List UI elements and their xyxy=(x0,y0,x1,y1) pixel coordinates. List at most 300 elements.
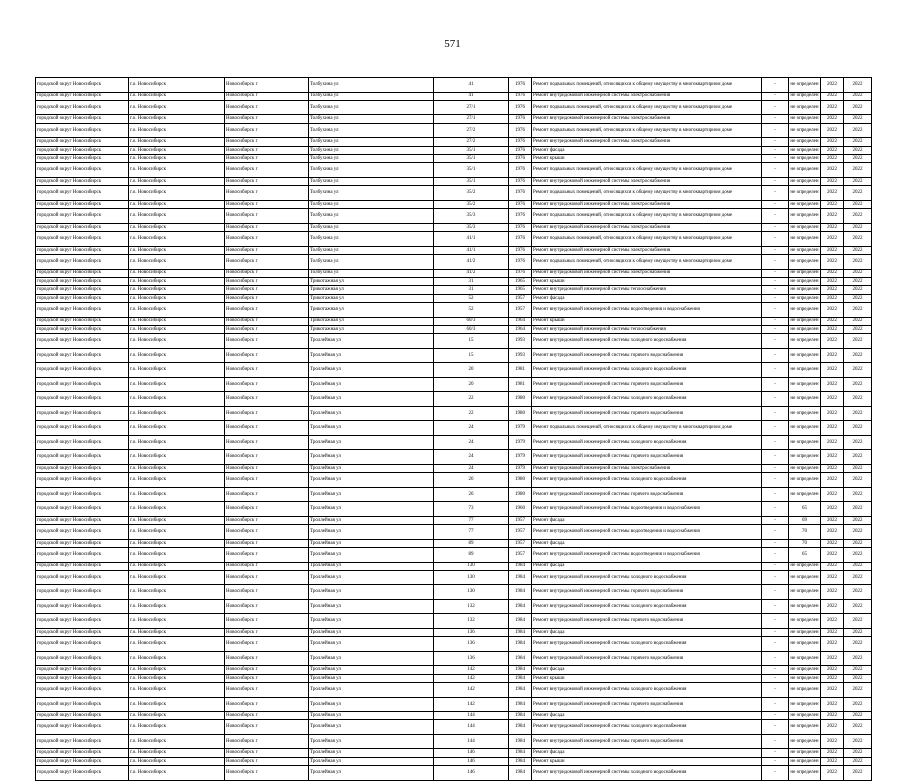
cell-house-number: 130 xyxy=(434,570,509,585)
cell-house-number: 142 xyxy=(434,697,509,712)
cell-street: Трикотажная ул xyxy=(309,277,434,285)
cell-year-start: 2022 xyxy=(821,138,844,146)
cell-year-built: 1984 xyxy=(509,570,532,585)
cell-cost: не определен xyxy=(789,570,821,585)
cell-year-end: 2022 xyxy=(844,651,872,666)
cell-locality: Новосибирск г xyxy=(225,232,309,247)
cell-year-start: 2022 xyxy=(821,666,844,674)
cell-house-number: 142 xyxy=(434,666,509,674)
cell-locality: Новосибирск г xyxy=(225,138,309,146)
cell-district: городской округ Новосибирск xyxy=(36,637,129,652)
cell-year-end: 2022 xyxy=(844,286,872,294)
cell-municipality: г.о. Новосибирск xyxy=(129,392,225,407)
table-row xyxy=(36,637,872,652)
cell-municipality: г.о. Новосибирск xyxy=(129,757,225,765)
cell-house-number: 35/2 xyxy=(434,186,509,201)
cell-district: городской округ Новосибирск xyxy=(36,421,129,436)
cell-district: городской округ Новосибирск xyxy=(36,585,129,600)
cell-year-end: 2022 xyxy=(844,548,872,563)
cell-work-type: Ремонт подвальных помещений, относящихся к общему имуществу в многоквартирном доме xyxy=(532,123,762,138)
cell-municipality: г.о. Новосибирск xyxy=(129,637,225,652)
cell-street: Толбухина ул xyxy=(309,92,434,100)
cell-street: Толбухина ул xyxy=(309,78,434,93)
cell-district: городской округ Новосибирск xyxy=(36,570,129,585)
cell-district: городской округ Новосибирск xyxy=(36,614,129,629)
cell-dash: - xyxy=(762,223,789,231)
cell-year-end: 2022 xyxy=(844,209,872,224)
cell-house-number: 60/3 xyxy=(434,317,509,325)
cell-year-end: 2022 xyxy=(844,146,872,154)
cell-municipality: г.о. Новосибирск xyxy=(129,435,225,450)
cell-locality: Новосибирск г xyxy=(225,277,309,285)
cell-locality: Новосибирск г xyxy=(225,749,309,757)
table-row xyxy=(36,177,872,185)
cell-municipality: г.о. Новосибирск xyxy=(129,720,225,735)
table-row xyxy=(36,570,872,585)
cell-house-number: 24 xyxy=(434,450,509,465)
cell-cost: не определен xyxy=(789,421,821,436)
cell-district: городской округ Новосибирск xyxy=(36,348,129,363)
cell-district: городской округ Новосибирск xyxy=(36,303,129,318)
table-row xyxy=(36,585,872,600)
cell-house-number: 146 xyxy=(434,766,509,781)
cell-dash: - xyxy=(762,232,789,247)
cell-municipality: г.о. Новосибирск xyxy=(129,303,225,318)
cell-locality: Новосибирск г xyxy=(225,209,309,224)
cell-dash: - xyxy=(762,734,789,749)
cell-street: Троллейная ул xyxy=(309,674,434,682)
cell-year-start: 2022 xyxy=(821,502,844,517)
cell-district: городской округ Новосибирск xyxy=(36,628,129,636)
table-row xyxy=(36,363,872,378)
cell-street: Толбухина ул xyxy=(309,138,434,146)
cell-dash: - xyxy=(762,683,789,698)
cell-work-type: Ремонт внутридомовой инженерной системы холодного водоснабжения xyxy=(532,720,762,735)
cell-locality: Новосибирск г xyxy=(225,334,309,349)
cell-work-type: Ремонт крыши xyxy=(532,317,762,325)
cell-work-type: Ремонт подвальных помещений, относящихся к общему имуществу в многоквартирном доме xyxy=(532,421,762,436)
table-row xyxy=(36,232,872,247)
cell-street: Троллейная ул xyxy=(309,450,434,465)
cell-dash: - xyxy=(762,78,789,93)
cell-municipality: г.о. Новосибирск xyxy=(129,450,225,465)
cell-year-start: 2022 xyxy=(821,232,844,247)
cell-house-number: 15 xyxy=(434,348,509,363)
cell-year-built: 1957 xyxy=(509,525,532,540)
table-row xyxy=(36,406,872,421)
cell-year-end: 2022 xyxy=(844,246,872,254)
cell-year-end: 2022 xyxy=(844,325,872,333)
cell-district: городской округ Новосибирск xyxy=(36,392,129,407)
cell-cost: не определен xyxy=(790,139,819,145)
cell-work-type: Ремонт внутридомовой инженерной системы теплоснабжения xyxy=(532,325,762,333)
repair-registry-table xyxy=(35,77,872,781)
cell-year-built: 1976 xyxy=(509,232,532,247)
cell-locality: Новосибирск г xyxy=(225,363,309,378)
cell-year-start: 2022 xyxy=(821,200,844,208)
cell-district: городской округ Новосибирск xyxy=(36,246,129,254)
cell-municipality: г.о. Новосибирск xyxy=(129,516,225,524)
table-row xyxy=(36,473,872,488)
cell-municipality: г.о. Новосибирск xyxy=(129,334,225,349)
cell-year-start: 2022 xyxy=(821,562,844,570)
cell-district: городской округ Новосибирск xyxy=(36,138,129,146)
cell-street: Толбухина ул xyxy=(309,200,434,208)
cell-year-built: 1976 xyxy=(509,223,532,231)
cell-cost: не определен xyxy=(789,720,821,735)
cell-dash: - xyxy=(762,163,789,178)
table-row xyxy=(36,200,872,208)
table-row xyxy=(36,757,872,765)
cell-street: Толбухина ул xyxy=(309,123,434,138)
cell-municipality: г.о. Новосибирск xyxy=(129,766,225,781)
cell-year-start: 2022 xyxy=(821,651,844,666)
cell-district: городской округ Новосибирск xyxy=(36,123,129,138)
cell-work-type: Ремонт внутридомовой инженерной системы водоотведения и водоснабжения xyxy=(532,502,762,517)
cell-year-end: 2022 xyxy=(844,697,872,712)
table-row xyxy=(36,450,872,465)
cell-locality: Новосибирск г xyxy=(225,525,309,540)
cell-house-number: 52 xyxy=(434,294,509,302)
cell-year-start: 2022 xyxy=(821,464,844,472)
cell-dash: - xyxy=(762,674,789,682)
table-row xyxy=(36,487,872,502)
cell-year-start: 2022 xyxy=(821,525,844,540)
cell-year-start: 2022 xyxy=(821,749,844,757)
cell-dash: - xyxy=(762,123,789,138)
cell-house-number: 60/3 xyxy=(434,325,509,333)
cell-cost: не определен xyxy=(790,758,819,764)
table-row xyxy=(36,286,872,294)
cell-municipality: г.о. Новосибирск xyxy=(129,377,225,392)
cell-cost: не определен xyxy=(790,201,819,207)
cell-district: городской округ Новосибирск xyxy=(36,294,129,302)
cell-work-type: Ремонт фасада xyxy=(532,628,762,636)
table-row xyxy=(36,502,872,517)
cell-dash: - xyxy=(762,562,789,570)
cell-district: городской округ Новосибирск xyxy=(36,155,129,163)
cell-year-start: 2022 xyxy=(821,123,844,138)
cell-year-start: 2022 xyxy=(821,209,844,224)
cell-year-end: 2022 xyxy=(844,138,872,146)
cell-cost: не определен xyxy=(789,377,821,392)
cell-work-type: Ремонт внутридомовой инженерной системы горячего водоснабжения xyxy=(532,377,762,392)
cell-municipality: г.о. Новосибирск xyxy=(129,697,225,712)
cell-dash: - xyxy=(762,155,789,163)
cell-year-start: 2022 xyxy=(821,548,844,563)
cell-year-start: 2022 xyxy=(821,78,844,93)
cell-street: Троллейная ул xyxy=(309,525,434,540)
cell-house-number: 15 xyxy=(434,334,509,349)
cell-work-type: Ремонт внутридомовой инженерной системы теплоснабжения xyxy=(532,286,762,294)
cell-district: городской округ Новосибирск xyxy=(36,666,129,674)
cell-dash: - xyxy=(762,749,789,757)
table-row xyxy=(36,766,872,781)
cell-year-end: 2022 xyxy=(844,585,872,600)
cell-district: городской округ Новосибирск xyxy=(36,317,129,325)
cell-dash: - xyxy=(762,348,789,363)
cell-district: городской округ Новосибирск xyxy=(36,712,129,720)
cell-municipality: г.о. Новосибирск xyxy=(129,163,225,178)
cell-dash: - xyxy=(762,406,789,421)
cell-street: Троллейная ул xyxy=(309,757,434,765)
cell-locality: Новосибирск г xyxy=(225,712,309,720)
cell-district: городской округ Новосибирск xyxy=(36,334,129,349)
cell-street: Троллейная ул xyxy=(309,697,434,712)
cell-cost: не определен xyxy=(789,232,821,247)
cell-year-end: 2022 xyxy=(844,348,872,363)
cell-dash: - xyxy=(762,525,789,540)
cell-work-type: Ремонт внутридомовой инженерной системы электроснабжения xyxy=(532,177,762,185)
cell-year-built: 1976 xyxy=(509,177,532,185)
cell-year-end: 2022 xyxy=(844,637,872,652)
cell-work-type: Ремонт внутридомовой инженерной системы электроснабжения xyxy=(532,223,762,231)
cell-year-built: 1964 xyxy=(509,325,532,333)
cell-cost: не определен xyxy=(790,147,819,153)
cell-cost: 65 xyxy=(789,502,821,517)
cell-street: Троллейная ул xyxy=(309,712,434,720)
cell-year-built: 1981 xyxy=(509,377,532,392)
cell-dash: - xyxy=(762,303,789,318)
cell-house-number: 35/2 xyxy=(434,200,509,208)
cell-house-number: 26 xyxy=(434,487,509,502)
cell-locality: Новосибирск г xyxy=(225,269,309,277)
cell-cost: не определен xyxy=(790,178,819,184)
cell-year-built: 1984 xyxy=(509,674,532,682)
table-row xyxy=(36,92,872,100)
cell-cost: не определен xyxy=(789,651,821,666)
cell-street: Троллейная ул xyxy=(309,766,434,781)
cell-street: Троллейная ул xyxy=(309,585,434,600)
cell-cost: не определен xyxy=(789,637,821,652)
cell-district: городской округ Новосибирск xyxy=(36,92,129,100)
cell-municipality: г.о. Новосибирск xyxy=(129,406,225,421)
cell-year-end: 2022 xyxy=(844,100,872,115)
cell-cost: не определен xyxy=(789,255,821,270)
cell-year-start: 2022 xyxy=(821,406,844,421)
cell-year-built: 1993 xyxy=(509,334,532,349)
cell-street: Толбухина ул xyxy=(309,186,434,201)
cell-year-start: 2022 xyxy=(821,734,844,749)
cell-cost: не определен xyxy=(789,697,821,712)
cell-work-type: Ремонт внутридомовой инженерной системы горячего водоснабжения xyxy=(532,348,762,363)
cell-year-built: 1984 xyxy=(509,651,532,666)
cell-locality: Новосибирск г xyxy=(225,78,309,93)
cell-municipality: г.о. Новосибирск xyxy=(129,363,225,378)
cell-street: Толбухина ул xyxy=(309,146,434,154)
cell-dash: - xyxy=(762,177,789,185)
cell-year-built: 1976 xyxy=(509,269,532,277)
cell-house-number: 31 xyxy=(434,277,509,285)
cell-street: Троллейная ул xyxy=(309,406,434,421)
cell-district: городской округ Новосибирск xyxy=(36,78,129,93)
cell-municipality: г.о. Новосибирск xyxy=(129,155,225,163)
cell-municipality: г.о. Новосибирск xyxy=(129,651,225,666)
cell-dash: - xyxy=(762,599,789,614)
cell-municipality: г.о. Новосибирск xyxy=(129,294,225,302)
cell-street: Троллейная ул xyxy=(309,651,434,666)
cell-year-end: 2022 xyxy=(844,303,872,318)
cell-year-built: 1984 xyxy=(509,599,532,614)
cell-year-built: 1984 xyxy=(509,585,532,600)
table-row xyxy=(36,683,872,698)
cell-year-start: 2022 xyxy=(821,223,844,231)
cell-locality: Новосибирск г xyxy=(225,502,309,517)
cell-municipality: г.о. Новосибирск xyxy=(129,712,225,720)
cell-year-end: 2022 xyxy=(844,163,872,178)
cell-cost: не определен xyxy=(790,318,819,324)
table-row xyxy=(36,255,872,270)
cell-year-start: 2022 xyxy=(821,516,844,524)
cell-municipality: г.о. Новосибирск xyxy=(129,421,225,436)
cell-year-end: 2022 xyxy=(844,186,872,201)
cell-municipality: г.о. Новосибирск xyxy=(129,138,225,146)
cell-cost: не определен xyxy=(789,585,821,600)
cell-cost: не определен xyxy=(790,295,819,301)
cell-dash: - xyxy=(762,92,789,100)
cell-district: городской округ Новосибирск xyxy=(36,435,129,450)
cell-district: городской округ Новосибирск xyxy=(36,757,129,765)
cell-district: городской округ Новосибирск xyxy=(36,749,129,757)
cell-work-type: Ремонт внутридомовой инженерной системы горячего водоснабжения xyxy=(532,614,762,629)
cell-street: Толбухина ул xyxy=(309,155,434,163)
cell-house-number: 26 xyxy=(434,473,509,488)
cell-dash: - xyxy=(762,539,789,547)
cell-year-end: 2022 xyxy=(844,78,872,93)
cell-work-type: Ремонт внутридомовой инженерной системы холодного водоснабжения xyxy=(532,570,762,585)
cell-street: Троллейная ул xyxy=(309,539,434,547)
cell-dash: - xyxy=(762,450,789,465)
cell-work-type: Ремонт внутридомовой инженерной системы холодного водоснабжения xyxy=(532,392,762,407)
cell-year-built: 1984 xyxy=(509,683,532,698)
cell-street: Троллейная ул xyxy=(309,562,434,570)
table-row xyxy=(36,435,872,450)
cell-year-built: 1976 xyxy=(509,100,532,115)
cell-street: Троллейная ул xyxy=(309,614,434,629)
table-row xyxy=(36,155,872,163)
cell-year-built: 1984 xyxy=(509,614,532,629)
cell-house-number: 73 xyxy=(434,502,509,517)
cell-district: городской округ Новосибирск xyxy=(36,473,129,488)
cell-year-end: 2022 xyxy=(844,435,872,450)
cell-district: городской округ Новосибирск xyxy=(36,516,129,524)
cell-municipality: г.о. Новосибирск xyxy=(129,92,225,100)
cell-locality: Новосибирск г xyxy=(225,100,309,115)
cell-dash: - xyxy=(762,325,789,333)
cell-year-end: 2022 xyxy=(844,277,872,285)
cell-year-start: 2022 xyxy=(821,294,844,302)
cell-municipality: г.о. Новосибирск xyxy=(129,255,225,270)
cell-year-built: 1980 xyxy=(509,487,532,502)
cell-district: городской округ Новосибирск xyxy=(36,186,129,201)
cell-locality: Новосибирск г xyxy=(225,628,309,636)
cell-year-start: 2022 xyxy=(821,255,844,270)
cell-locality: Новосибирск г xyxy=(225,115,309,123)
cell-year-end: 2022 xyxy=(844,377,872,392)
cell-year-start: 2022 xyxy=(821,377,844,392)
cell-work-type: Ремонт внутридомовой инженерной системы холодного водоснабжения xyxy=(532,334,762,349)
cell-work-type: Ремонт внутридомовой инженерной системы горячего водоснабжения xyxy=(532,585,762,600)
cell-district: городской округ Новосибирск xyxy=(36,277,129,285)
cell-district: городской округ Новосибирск xyxy=(36,363,129,378)
cell-dash: - xyxy=(762,502,789,517)
cell-year-end: 2022 xyxy=(844,392,872,407)
cell-work-type: Ремонт подвальных помещений, относящихся к общему имуществу в многоквартирном доме xyxy=(532,186,762,201)
cell-year-built: 1979 xyxy=(509,464,532,472)
table-row xyxy=(36,186,872,201)
cell-year-end: 2022 xyxy=(844,720,872,735)
cell-district: городской округ Новосибирск xyxy=(36,269,129,277)
cell-locality: Новосибирск г xyxy=(225,666,309,674)
cell-dash: - xyxy=(762,255,789,270)
cell-year-start: 2022 xyxy=(821,286,844,294)
cell-year-end: 2022 xyxy=(844,317,872,325)
cell-dash: - xyxy=(762,209,789,224)
cell-locality: Новосибирск г xyxy=(225,674,309,682)
cell-year-end: 2022 xyxy=(844,334,872,349)
cell-year-end: 2022 xyxy=(844,294,872,302)
table-row xyxy=(36,303,872,318)
cell-locality: Новосибирск г xyxy=(225,177,309,185)
cell-street: Троллейная ул xyxy=(309,637,434,652)
table-row xyxy=(36,421,872,436)
cell-year-end: 2022 xyxy=(844,155,872,163)
cell-house-number: 20 xyxy=(434,363,509,378)
cell-dash: - xyxy=(762,317,789,325)
cell-work-type: Ремонт внутридомовой инженерной системы электроснабжения xyxy=(532,92,762,100)
cell-house-number: 146 xyxy=(434,749,509,757)
cell-year-built: 1984 xyxy=(509,720,532,735)
cell-cost: 69 xyxy=(789,516,821,524)
cell-dash: - xyxy=(762,651,789,666)
cell-year-start: 2022 xyxy=(821,334,844,349)
cell-year-built: 1965 xyxy=(509,286,532,294)
cell-year-built: 1976 xyxy=(509,146,532,154)
cell-dash: - xyxy=(762,435,789,450)
cell-cost: не определен xyxy=(790,270,819,276)
cell-municipality: г.о. Новосибирск xyxy=(129,223,225,231)
cell-dash: - xyxy=(762,186,789,201)
cell-year-start: 2022 xyxy=(821,155,844,163)
cell-work-type: Ремонт подвальных помещений, относящихся к общему имуществу в многоквартирном доме xyxy=(532,209,762,224)
table-row xyxy=(36,674,872,682)
cell-locality: Новосибирск г xyxy=(225,200,309,208)
cell-year-built: 1976 xyxy=(509,123,532,138)
cell-house-number: 31 xyxy=(434,286,509,294)
cell-district: городской округ Новосибирск xyxy=(36,464,129,472)
cell-dash: - xyxy=(762,294,789,302)
cell-work-type: Ремонт крыши xyxy=(532,277,762,285)
cell-district: городской округ Новосибирск xyxy=(36,674,129,682)
cell-house-number: 142 xyxy=(434,674,509,682)
cell-house-number: 22 xyxy=(434,406,509,421)
cell-year-built: 1979 xyxy=(509,450,532,465)
table-row xyxy=(36,377,872,392)
cell-cost: не определен xyxy=(790,750,819,756)
cell-year-end: 2022 xyxy=(844,406,872,421)
table-row xyxy=(36,599,872,614)
cell-year-built: 1976 xyxy=(509,200,532,208)
cell-year-end: 2022 xyxy=(844,539,872,547)
table-row xyxy=(36,348,872,363)
cell-municipality: г.о. Новосибирск xyxy=(129,277,225,285)
cell-locality: Новосибирск г xyxy=(225,599,309,614)
cell-dash: - xyxy=(762,614,789,629)
cell-work-type: Ремонт внутридомовой инженерной системы электроснабжения xyxy=(532,138,762,146)
cell-municipality: г.о. Новосибирск xyxy=(129,464,225,472)
cell-dash: - xyxy=(762,487,789,502)
cell-dash: - xyxy=(762,473,789,488)
